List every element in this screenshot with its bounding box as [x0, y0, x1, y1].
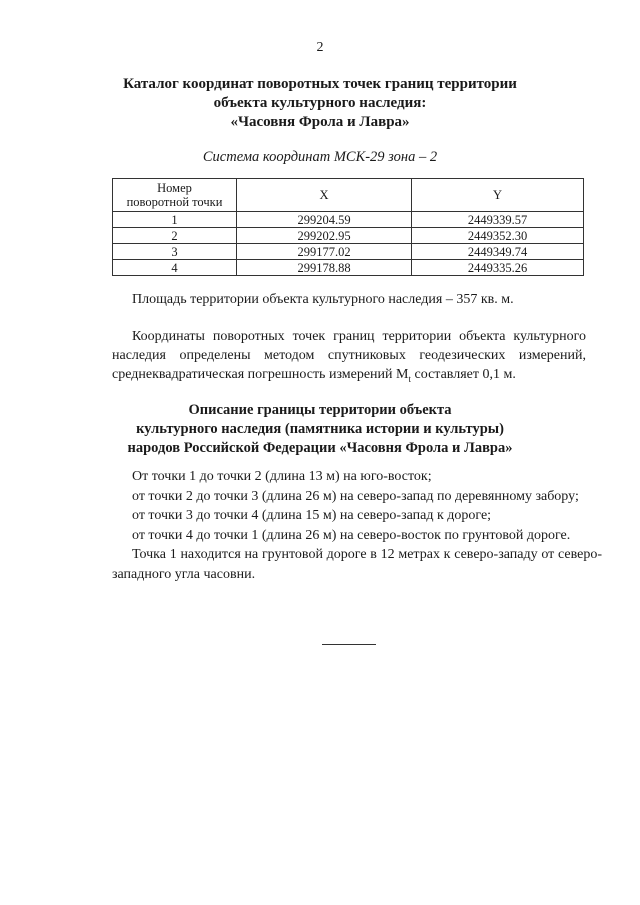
description-paragraph: от точки 2 до точки 3 (длина 26 м) на северо-запад по деревянному забору;	[132, 488, 579, 504]
coordinates-table	[112, 178, 584, 276]
cell-y: 2449349.74	[412, 244, 584, 260]
header-x: X	[237, 179, 412, 212]
description-paragraph: от точки 4 до точки 1 (длина 26 м) на северо-восток по грунтовой дороге.	[132, 527, 571, 543]
description-paragraph: От точки 1 до точки 2 (длина 13 м) на юго-восток;	[132, 469, 432, 484]
table-row	[113, 244, 584, 260]
description-heading	[0, 401, 640, 458]
cell-x: 299202.95	[237, 228, 412, 244]
page-number: 2	[316, 40, 324, 55]
method-statement	[112, 327, 586, 389]
end-divider	[322, 644, 376, 645]
table-row	[113, 212, 584, 228]
catalog-title-line-2: объекта культурного наследия:	[213, 95, 427, 111]
catalog-title-line-1: Каталог координат поворотных точек границ территории	[123, 76, 517, 92]
header-point-number	[113, 179, 237, 212]
cell-y: 2449339.57	[412, 212, 584, 228]
cell-point: 2	[113, 228, 237, 244]
description-heading-line-1: Описание границы территории объекта	[188, 402, 452, 418]
cell-x: 299177.02	[237, 244, 412, 260]
cell-y: 2449335.26	[412, 260, 584, 276]
cell-point: 4	[113, 260, 237, 276]
header-y: Y	[412, 179, 584, 212]
method-statement-main: Координаты поворотных точек границ территории объекта культурного наследия определены методом спутниковых геодезических измерений, среднеквадратическая погрешность измерений M	[112, 329, 586, 382]
description-paragraph: от точки 3 до точки 4 (длина 15 м) на северо-запад к дороге;	[132, 508, 492, 523]
catalog-title	[0, 75, 640, 132]
header-point-line-2: поворотной точки	[126, 195, 223, 209]
description-heading-line-2: культурного наследия (памятника истории и культуры)	[136, 421, 504, 437]
boundary-description	[112, 467, 602, 584]
method-statement-subscript: t	[408, 373, 411, 384]
method-statement-tail: составляет 0,1 м.	[411, 367, 516, 382]
area-statement: Площадь территории объекта культурного наследия – 357 кв. м.	[132, 292, 514, 307]
description-paragraph: Точка 1 находится на грунтовой дороге в 12 метрах к северо-западу от северо-западного угла часовни.	[112, 547, 602, 582]
cell-y: 2449352.30	[412, 228, 584, 244]
coordinate-system-label: Система координат МСК-29 зона – 2	[202, 149, 438, 165]
table-header-row	[113, 179, 584, 212]
table-row	[113, 260, 584, 276]
catalog-title-line-3: «Часовня Фрола и Лавра»	[230, 114, 410, 130]
cell-x: 299178.88	[237, 260, 412, 276]
cell-point: 1	[113, 212, 237, 228]
cell-point: 3	[113, 244, 237, 260]
header-point-line-1: Номер	[157, 181, 192, 195]
table-row	[113, 228, 584, 244]
description-heading-line-3: народов Российской Федерации «Часовня Фрола и Лавра»	[127, 440, 513, 456]
cell-x: 299204.59	[237, 212, 412, 228]
